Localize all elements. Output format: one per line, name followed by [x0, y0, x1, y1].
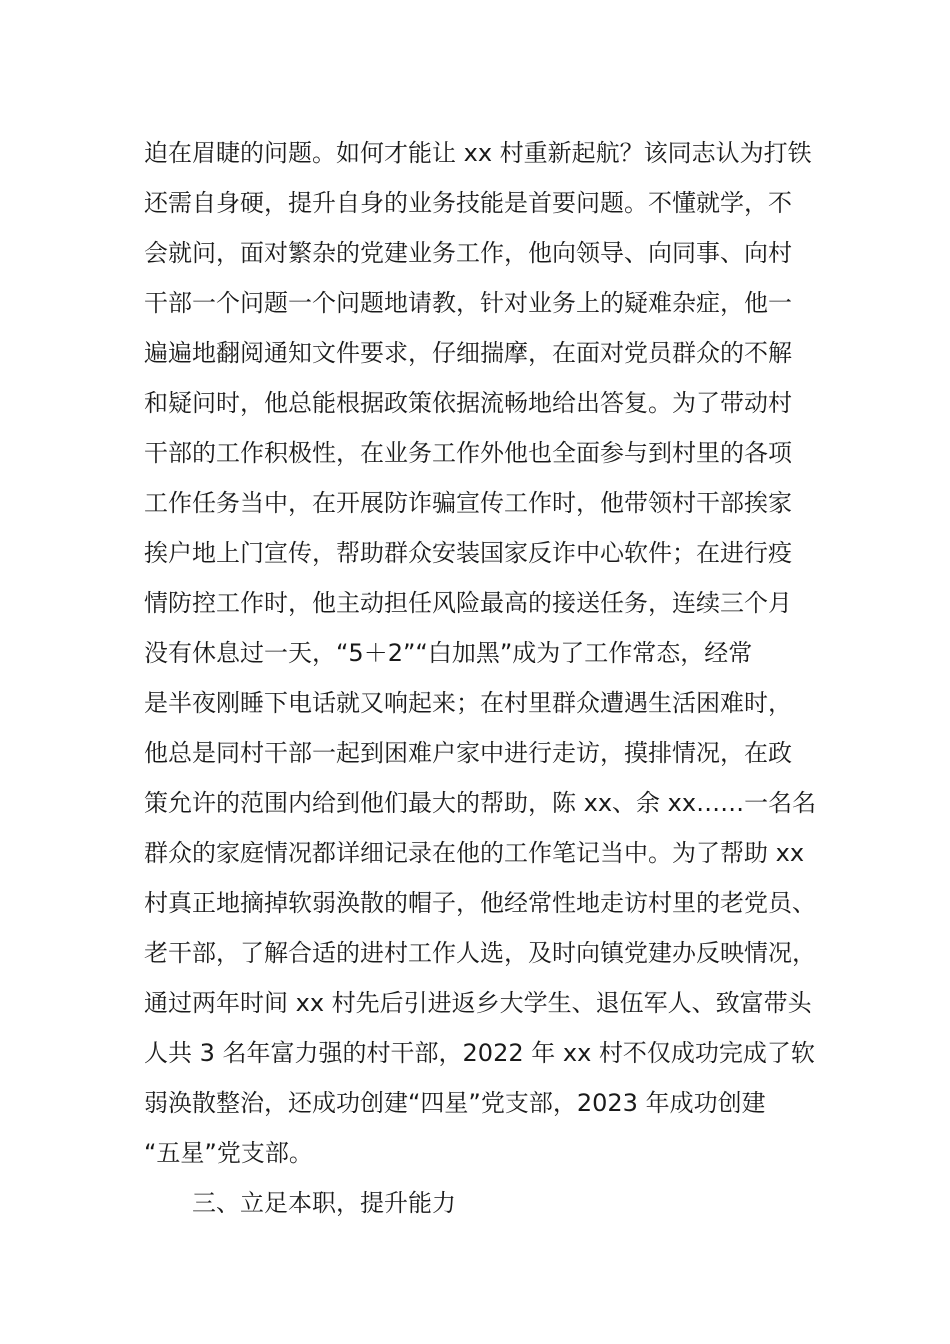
text-line: 策允许的范围内给到他们最大的帮助，陈 xx、余 xx……一名名 — [144, 789, 817, 817]
text-line: 没有休息过一天，“5＋2”“白加黑”成为了工作常态，经常 — [144, 639, 753, 667]
text-line: 挨户地上门宣传，帮助群众安装国家反诈中心软件；在进行疫 — [144, 539, 792, 567]
text-line: 群众的家庭情况都详细记录在他的工作笔记当中。为了帮助 xx — [144, 839, 805, 867]
body-text — [144, 128, 844, 1228]
text-line: 会就问，面对繁杂的党建业务工作，他向领导、向同事、向村 — [144, 239, 792, 267]
text-line: 干部一个问题一个问题地请教，针对业务上的疑难杂症，他一 — [144, 289, 792, 317]
text-line: 通过两年时间 xx 村先后引进返乡大学生、退伍军人、致富带头 — [144, 989, 812, 1017]
text-line: “五星”党支部。 — [144, 1139, 313, 1167]
text-line: 他总是同村干部一起到困难户家中进行走访，摸排情况，在政 — [144, 739, 792, 767]
text-line: 干部的工作积极性，在业务工作外他也全面参与到村里的各项 — [144, 439, 792, 467]
text-line: 人共 3 名年富力强的村干部，2022 年 xx 村不仅成功完成了软 — [144, 1039, 815, 1067]
text-line: 和疑问时，他总能根据政策依据流畅地给出答复。为了带动村 — [144, 389, 792, 417]
section-heading: 三、立足本职，提升能力 — [192, 1189, 456, 1217]
text-line: 老干部，了解合适的进村工作人选，及时向镇党建办反映情况， — [144, 939, 816, 967]
text-line: 村真正地摘掉软弱涣散的帽子，他经常性地走访村里的老党员、 — [144, 889, 816, 917]
text-line: 情防控工作时，他主动担任风险最高的接送任务，连续三个月 — [144, 589, 792, 617]
text-line: 还需自身硬，提升自身的业务技能是首要问题。不懂就学，不 — [144, 189, 792, 217]
text-line: 迫在眉睫的问题。如何才能让 xx 村重新起航？该同志认为打铁 — [144, 139, 812, 167]
text-line: 工作任务当中，在开展防诈骗宣传工作时，他带领村干部挨家 — [144, 489, 792, 517]
text-line: 是半夜刚睡下电话就又响起来；在村里群众遭遇生活困难时， — [144, 689, 792, 717]
text-line: 弱涣散整治，还成功创建“四星”党支部，2023 年成功创建 — [144, 1089, 766, 1117]
text-line: 遍遍地翻阅通知文件要求，仔细揣摩，在面对党员群众的不解 — [144, 339, 792, 367]
